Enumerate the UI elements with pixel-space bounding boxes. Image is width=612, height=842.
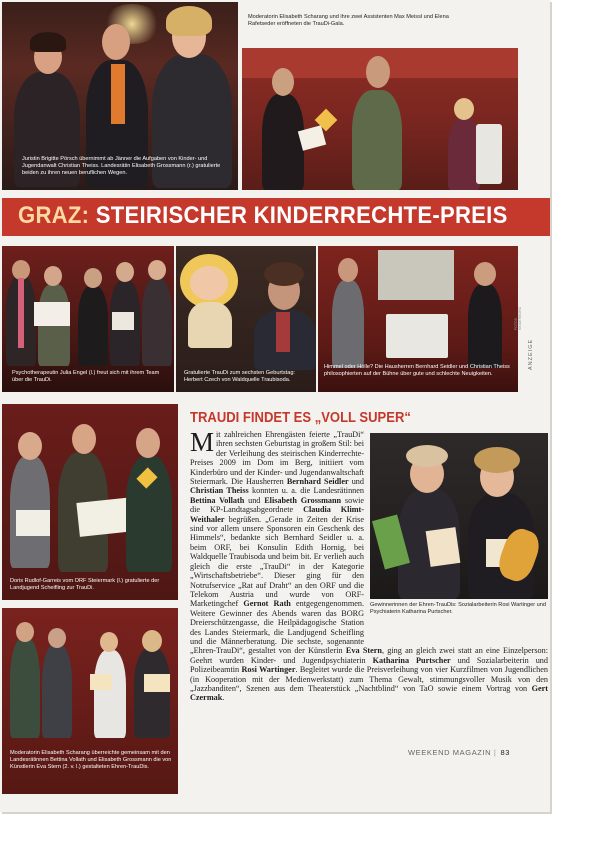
person-name: Eva Stern (345, 646, 382, 656)
dropcap: M (190, 427, 215, 457)
person-name: Elisabeth Grossmann (264, 495, 342, 505)
photo-credit: FOTOS: KINDERBÜRO (514, 306, 522, 330)
photo-inset (370, 433, 548, 599)
article-text: und (244, 495, 265, 505)
article-text: sowie die KP-Landtagsabgeordnete (190, 495, 365, 515)
section-banner (2, 198, 550, 236)
photo-left-bottom (2, 608, 178, 794)
photo-row2-left (2, 246, 174, 392)
person-name: Gernot Rath (243, 599, 291, 609)
caption-row2-mid: Gratulierte TrauDi zum sechsten Geburtstag: Herbert Czech von Waldquelle Traubisoda. (184, 370, 295, 383)
banner-title (18, 202, 508, 230)
article-text: und Sozialarbeiterin und Polizeibeamtin (190, 655, 548, 675)
photo-top-right (242, 48, 518, 190)
person-name: Gert Czermak (190, 683, 548, 703)
caption-top-left: Juristin Brigitte Pörsch übernimmt ab Jänner die Aufgaben von Kinder- und Jugendanwalt Christian Theiss. Landesrätin Elisabeth Grossmann (r.) gratulierte beiden zu ihren neuen beruflichen Wegen. (22, 156, 221, 176)
magazine-name: WEEKEND MAGAZIN (408, 748, 492, 757)
photo-left-mid (2, 404, 178, 600)
person-name: Bernhard Seidler (286, 477, 349, 487)
caption-left-bottom: Moderatorin Elisabeth Scharang überreichte gemeinsam mit den Landesrätinnen Bettina Vollath und Elisabeth Grossmann die von Künstlerin Eva Stern (2. v. l.) gestalteten Ehren-TrauDis. (10, 750, 172, 770)
caption-inset: Gewinnerinnen der Ehren-TrauDis: Sozialarbeiterin Rosi Wartinger und Psychiaterin Katharina Purtscher. (370, 602, 546, 615)
photo-top-left (2, 2, 238, 190)
photo-row2-mid (176, 246, 316, 392)
page-footer (408, 748, 510, 757)
article-text: it zahlreichen Ehrengästen feierte „TrauDi“ ihren sechsten Geburtstag in großem Stil: bei der Verleihung des steirischen Kinderrechte-Preises 2009 im Dom im Berg, initiiert vom Kinderbüro und der Kinder- und Jugendanwaltschaft Steiermark. Die Hausherren (190, 430, 364, 487)
article-text: . (222, 693, 225, 703)
caption-top-right: Moderatorin Elisabeth Scharang und ihre zwei Assistenten Max Meissl und Elena Rafetseder eröffneten die TrauDi-Gala. (248, 14, 449, 27)
person-name: Katharina Purtscher (372, 655, 451, 665)
ad-label: ANZEIGE (528, 338, 534, 370)
person-name: Christian Theiss (190, 486, 249, 496)
footer-divider: | (493, 748, 497, 757)
article-headline: TRAUDI FINDET ES „VOLL SUPER“ (190, 410, 411, 426)
person-name: Bettina Vollath (190, 495, 245, 505)
banner-prefix: GRAZ: (18, 202, 90, 229)
article-text: konnten u. a. die Landesrätinnen (248, 486, 364, 496)
page-number: 83 (500, 748, 510, 757)
article-text: . Begleitet wurde die Preisverleihung von vier Kurzfilmen von Jugendlichen (in Kooperation mit der Medienwerkstatt) zum Thema Gewalt, stimmungsvoller Musik von den „Jazzbanditen“, Szenen aus dem Theaterstück „Nachtblind“ von TaO sowie einem Vortrag von (190, 665, 548, 693)
banner-text: STEIRISCHER KINDERRECHTE-PREIS (95, 202, 508, 229)
person-name: Rosi Wartinger (241, 665, 296, 675)
article-text: und (348, 477, 364, 487)
caption-row2-right: Himmel oder Hölle? Die Hausherren Bernhard Seidler und Christian Theiss philosophierten auf der Bühne über gute und schlechte Neuigkeiten. (324, 364, 510, 377)
caption-left-mid: Doris Rudlof-Garreis vom ORF Steiermark (l.) gratulierte der Landjugend Scheifling zur TrauDi. (10, 578, 160, 591)
inset-photo-wrap (370, 433, 548, 643)
caption-row2-left: Psychotherapeutin Julia Engel (l.) freut sich mit ihrem Team über die TrauDi. (12, 370, 160, 383)
photo-row2-right (318, 246, 518, 392)
article-text: , ging an gleich zwei statt an eine Einzelperson: Geehrt wurden Kinder- und Jugendpsychiaterin (190, 646, 548, 665)
person-name: Claudia Klimt-Weithaler (190, 505, 365, 524)
article-text: entgegengenommen. Weitere Gewinner des Abends waren das BORG Dreierschützengasse, die Heilpädagogische Station des Landes Steiermark, die Landjugend Scheifling und die Männerberatung. Die sechste, sogenannte „Ehren-TrauDi“, gestaltet von der Künstlerin (190, 599, 364, 656)
article-text: begrüßen. „Gerade in Zeiten der Krise sind vor allem unsere Sponsoren ein Geschenk des Himmels“, bedankte sich Bernhard Seidler u. a. beim ORF, bei Konsulin Edith Hornig, bei Waldquelle Traubisoda und beim bit. Er verlieh auch gleich die erste „TrauDi“ in der Kategorie „Wirtschaftsbetriebe“. Dieser ging für den Notrufservice „Rat auf Draht“ an den ORF und die Telekom Austria und wurde von ORF-Marketingchef (190, 514, 364, 609)
article-body (190, 427, 548, 703)
